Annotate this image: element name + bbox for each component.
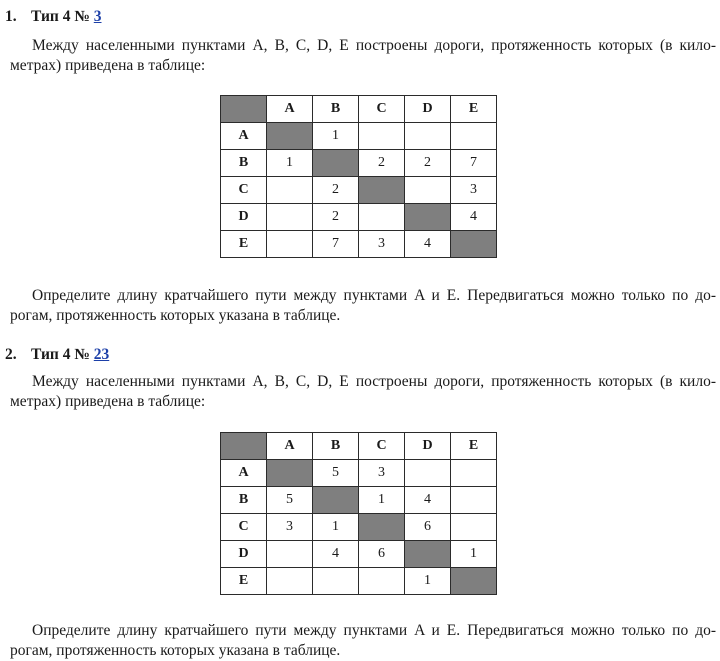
table-cell <box>267 568 313 595</box>
table-cell <box>267 541 313 568</box>
row-header: E <box>221 231 267 258</box>
problem-2-intro-line-1: Между населенными пунктами A, B, C, D, E построены дороги, протяженность которых (в кило- <box>32 373 716 390</box>
problem-1-question <box>10 286 716 326</box>
table-cell: 4 <box>313 541 359 568</box>
table-cell <box>405 460 451 487</box>
table-corner-cell <box>221 433 267 460</box>
table-cell: 5 <box>313 460 359 487</box>
table-cell: 7 <box>313 231 359 258</box>
table-cell: 4 <box>451 204 497 231</box>
table-cell: 1 <box>451 541 497 568</box>
problem-2-distance-table <box>220 432 497 595</box>
problem-2-intro-line-2: метрах) приведена в таблице: <box>10 393 206 410</box>
table-row <box>221 150 497 177</box>
table-cell: 5 <box>267 487 313 514</box>
problem-1-distance-table <box>220 95 497 258</box>
diagonal-cell <box>313 150 359 177</box>
problem-1-number: 1. <box>5 8 17 25</box>
problem-2-intro <box>10 372 716 412</box>
diagonal-cell <box>359 514 405 541</box>
problem-2-question-line-1: Определите длину кратчайшего пути между пунктами A и E. Передвигаться можно только по до- <box>32 622 716 639</box>
row-header: B <box>221 487 267 514</box>
table-cell <box>451 514 497 541</box>
row-header: C <box>221 177 267 204</box>
problem-1-intro <box>10 36 716 76</box>
table-cell <box>267 204 313 231</box>
table-cell: 2 <box>313 177 359 204</box>
table-cell: 1 <box>313 514 359 541</box>
problem-1-header <box>5 8 102 26</box>
table-cell: 1 <box>359 487 405 514</box>
table-cell <box>359 568 405 595</box>
table-cell: 4 <box>405 487 451 514</box>
problem-1-intro-line-2: метрах) приведена в таблице: <box>10 57 206 74</box>
table-row <box>221 487 497 514</box>
table-corner-cell <box>221 96 267 123</box>
table-cell <box>405 123 451 150</box>
problem-2-header <box>5 346 109 364</box>
table-header-row <box>221 433 497 460</box>
column-header: E <box>451 433 497 460</box>
table-cell <box>313 568 359 595</box>
column-header: B <box>313 96 359 123</box>
row-header: D <box>221 541 267 568</box>
table-row <box>221 541 497 568</box>
diagonal-cell <box>267 460 313 487</box>
column-header: C <box>359 433 405 460</box>
table-cell <box>267 231 313 258</box>
table-cell: 3 <box>359 460 405 487</box>
diagonal-cell <box>313 487 359 514</box>
table-row <box>221 231 497 258</box>
problem-1-type-label: Тип 4 № <box>31 8 90 25</box>
column-header: E <box>451 96 497 123</box>
diagonal-cell <box>359 177 405 204</box>
column-header: C <box>359 96 405 123</box>
table-cell: 6 <box>359 541 405 568</box>
diagonal-cell <box>405 541 451 568</box>
table-cell <box>359 123 405 150</box>
column-header: A <box>267 96 313 123</box>
row-header: E <box>221 568 267 595</box>
problem-1-question-line-2: рогам, протяженность которых указана в таблице. <box>10 307 341 324</box>
problem-1-question-line-1: Определите длину кратчайшего пути между пунктами A и E. Передвигаться можно только по до- <box>32 287 716 304</box>
column-header: D <box>405 96 451 123</box>
table-row <box>221 514 497 541</box>
row-header: A <box>221 123 267 150</box>
problem-1-id-link[interactable]: 3 <box>93 8 102 25</box>
table-cell <box>451 487 497 514</box>
table-cell: 2 <box>313 204 359 231</box>
problem-2-question-line-2: рогам, протяженность которых указана в таблице. <box>10 642 341 659</box>
table-cell: 6 <box>405 514 451 541</box>
problem-1-intro-line-1: Между населенными пунктами A, B, C, D, E построены дороги, протяженность которых (в кило- <box>32 37 716 54</box>
table-cell: 1 <box>405 568 451 595</box>
table-cell <box>267 177 313 204</box>
diagonal-cell <box>451 568 497 595</box>
table-cell: 3 <box>359 231 405 258</box>
table-row <box>221 204 497 231</box>
column-header: D <box>405 433 451 460</box>
column-header: A <box>267 433 313 460</box>
table-cell: 2 <box>359 150 405 177</box>
table-cell: 7 <box>451 150 497 177</box>
table-cell <box>451 460 497 487</box>
table-row <box>221 568 497 595</box>
table-cell: 3 <box>451 177 497 204</box>
row-header: B <box>221 150 267 177</box>
table-header-row <box>221 96 497 123</box>
problem-2-type-label: Тип 4 № <box>31 346 90 363</box>
problem-2-number: 2. <box>5 346 17 363</box>
diagonal-cell <box>451 231 497 258</box>
table-cell: 1 <box>267 150 313 177</box>
diagonal-cell <box>267 123 313 150</box>
row-header: A <box>221 460 267 487</box>
diagonal-cell <box>405 204 451 231</box>
row-header: D <box>221 204 267 231</box>
table-cell <box>451 123 497 150</box>
row-header: C <box>221 514 267 541</box>
problem-2-id-link[interactable]: 23 <box>93 346 110 363</box>
table-cell <box>405 177 451 204</box>
table-cell: 2 <box>405 150 451 177</box>
table-row <box>221 177 497 204</box>
table-cell: 3 <box>267 514 313 541</box>
table-cell: 4 <box>405 231 451 258</box>
table-cell <box>359 204 405 231</box>
problem-2-question <box>10 621 716 661</box>
table-cell: 1 <box>313 123 359 150</box>
column-header: B <box>313 433 359 460</box>
table-row <box>221 123 497 150</box>
table-row <box>221 460 497 487</box>
